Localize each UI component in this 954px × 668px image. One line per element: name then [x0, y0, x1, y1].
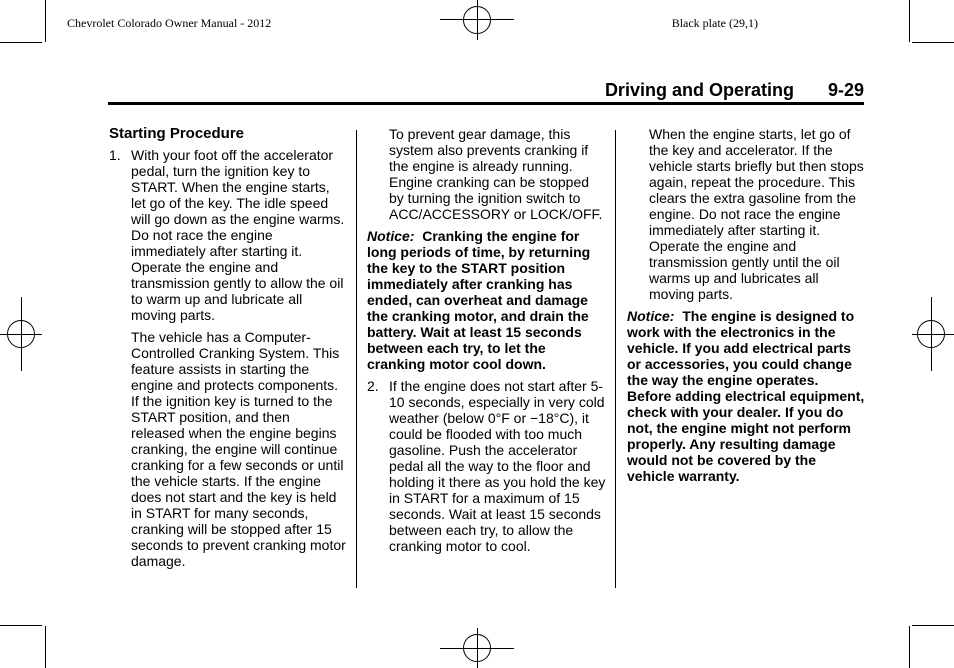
crop-mark [912, 625, 954, 626]
step-number: 2. [367, 378, 379, 394]
crop-mark [45, 0, 46, 42]
crop-mark [0, 42, 42, 43]
step-1 [109, 147, 347, 323]
crop-mark [909, 626, 910, 668]
paragraph: To prevent gear damage, this system also prevents cranking if the engine is already running. Engine cranking can be stopped by turning the ignition switch to ACC/ACCESSORY or LOCK/OFF. [389, 126, 603, 222]
step-number: 1. [109, 147, 121, 163]
document-title: Chevrolet Colorado Owner Manual - 2012 [67, 16, 272, 30]
crop-mark [45, 626, 46, 668]
notice [627, 308, 865, 484]
step-text: With your foot off the accelerator pedal, turn the ignition key to START. When the engine starts, let go of the key. The idle speed will go down as the engine warms. Do not race the engine immediately after starting it. Operate the engine and transmission gently to allow the oil to warm up and lubricate all moving parts. [131, 147, 345, 323]
notice [367, 228, 607, 372]
column-3 [627, 126, 865, 490]
step-2 [367, 378, 607, 554]
paragraph: When the engine starts, let go of the key and accelerator. If the vehicle starts briefly but then stops again, repeat the procedure. This clears the extra gasoline from the engine. Do not race the engine immediately after starting it. Operate the engine and transmission gently until the oil warms up and lubricates all moving parts. [649, 126, 864, 302]
crop-mark [912, 42, 954, 43]
notice-label: Notice: [627, 308, 675, 324]
paragraph: The vehicle has a Computer-Controlled Cranking System. This feature assists in starting the engine and protects components. If the ignition key is turned to the START position, and then released when the engine begins cranking, the engine will continue cranking for a few seconds or until the vehicle starts. If the engine does not start and the key is held in START for many seconds, cranking will be stopped after 15 seconds to prevent cranking motor damage. [131, 329, 346, 569]
section-title: Driving and Operating [604, 80, 794, 100]
plate-label: Black plate (29,1) [671, 16, 758, 30]
crop-mark [909, 0, 910, 42]
step-text: If the engine does not start after 5-10 seconds, especially in very cold weather (below 0°F or −18°C), it could be flooded with too much gasoline. Push the accelerator pedal all the way to the floor and holding it there as you hold the key in START for a maximum of 15 seconds. Wait at least 15 seconds between each try, to allow the cranking motor to cool. [389, 378, 606, 554]
section-heading: Starting Procedure [109, 125, 245, 142]
notice-text: Cranking the engine for long periods of time, by returning the key to the START position immediately after cranking has ended, can overheat and damage the cranking motor, and drain the battery. Wait at least 15 seconds between each try, to let the cranking motor cool down. [367, 228, 591, 372]
column-divider [615, 130, 616, 588]
page-number: 9-29 [827, 80, 864, 100]
column-1 [109, 126, 347, 569]
section-header [108, 80, 864, 105]
column-2 [367, 126, 607, 554]
registration-mark [917, 320, 945, 348]
registration-mark [7, 320, 35, 348]
registration-mark [463, 6, 491, 34]
registration-mark [463, 634, 491, 662]
notice-label: Notice: [367, 228, 415, 244]
crop-mark [0, 625, 42, 626]
column-divider [356, 130, 357, 588]
notice-text: The engine is designed to work with the electronics in the vehicle. If you add electrical parts or accessories, you could change the way the engine operates. Before adding electrical equipment, check with your dealer. If you do not, the engine might not perform properly. Any resulting damage would not be covered by the vehicle warranty. [627, 308, 865, 484]
